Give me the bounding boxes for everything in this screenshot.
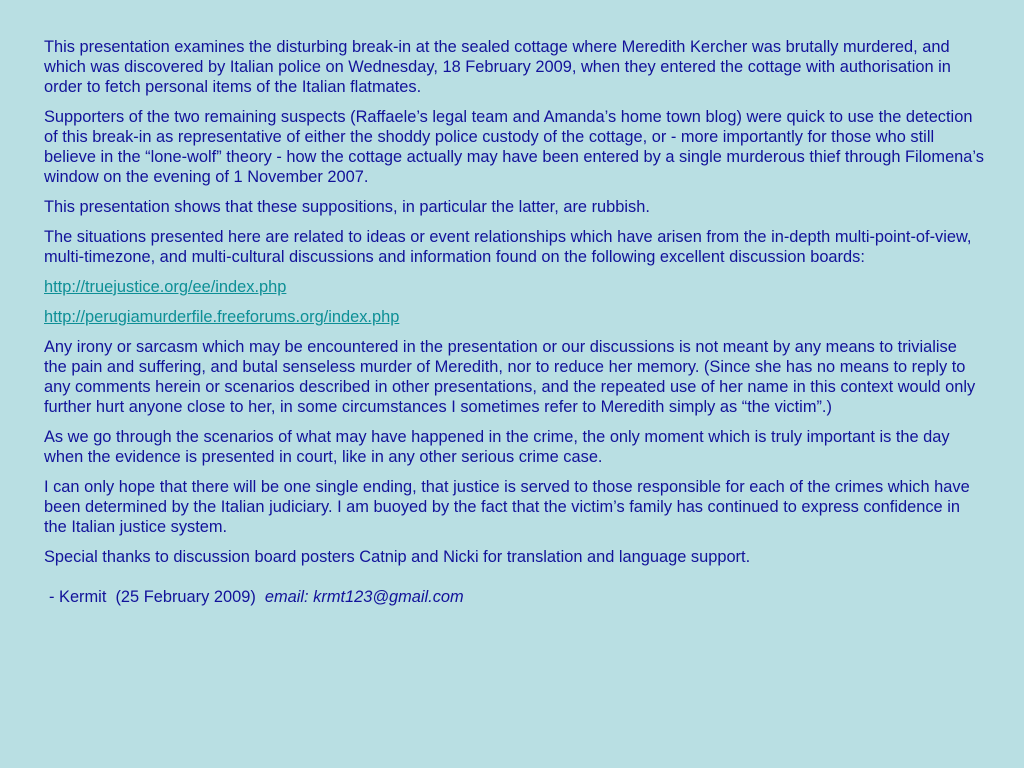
signature-line bbox=[44, 587, 984, 607]
thanks-paragraph: Special thanks to discussion board posters Catnip and Nicki for translation and language support. bbox=[44, 548, 751, 566]
rubbish-paragraph: This presentation shows that these suppositions, in particular the latter, are rubbish. bbox=[44, 198, 650, 216]
truejustice-link[interactable]: http://truejustice.org/ee/index.php bbox=[44, 278, 287, 296]
link-row-truejustice bbox=[44, 277, 984, 297]
slide-content bbox=[44, 37, 984, 607]
intro-paragraph: This presentation examines the disturbing break-in at the sealed cottage where Meredith Kercher was brutally murdered, and which was discovered by Italian police on Wednesday, 18 February 2009, when they entered the cottage with authorisation in order to fetch personal items of the Italian flatmates. bbox=[44, 38, 951, 96]
link-row-perugiamurderfile bbox=[44, 307, 984, 327]
signature-author: - Kermit (25 February 2009) bbox=[49, 588, 265, 606]
perugiamurderfile-link[interactable]: http://perugiamurderfile.freeforums.org/index.php bbox=[44, 308, 400, 326]
irony-paragraph: Any irony or sarcasm which may be encountered in the presentation or our discussions is not meant by any means to trivialise the pain and suffering, and butal senseless murder of Meredith, nor to reduce her memory. (Since she has no means to reply to any comments herein or scenarios described in other presentations, and the repeated use of her name in this context would only further hurt anyone close to her, in some circumstances I sometimes refer to Meredith simply as “the victim”.) bbox=[44, 338, 976, 416]
suspects-paragraph: Supporters of the two remaining suspects (Raffaele’s legal team and Amanda’s home town blog) were quick to use the detection of this break-in as representative of either the shoddy police custody of the cottage, or - more importantly for those who still believe in the “lone-wolf” theory - how the cottage actually may have been entered by a single murderous thief through Filomena’s window on the evening of 1 November 2007. bbox=[44, 108, 984, 186]
justice-paragraph: I can only hope that there will be one single ending, that justice is served to those responsible for each of the crimes which have been determined by the Italian judiciary. I am buoyed by the fact that the victim’s family has continued to express confidence in the Italian justice system. bbox=[44, 478, 970, 536]
signature-email: email: krmt123@gmail.com bbox=[264, 588, 464, 606]
scenarios-paragraph: As we go through the scenarios of what may have happened in the crime, the only moment which is truly important is the day when the evidence is presented in court, like in any other serious crime case. bbox=[44, 428, 950, 466]
discussion-boards-paragraph: The situations presented here are related to ideas or event relationships which have arisen from the in-depth multi-point-of-view, multi-timezone, and multi-cultural discussions and information found on the following excellent discussion boards: bbox=[44, 228, 972, 266]
